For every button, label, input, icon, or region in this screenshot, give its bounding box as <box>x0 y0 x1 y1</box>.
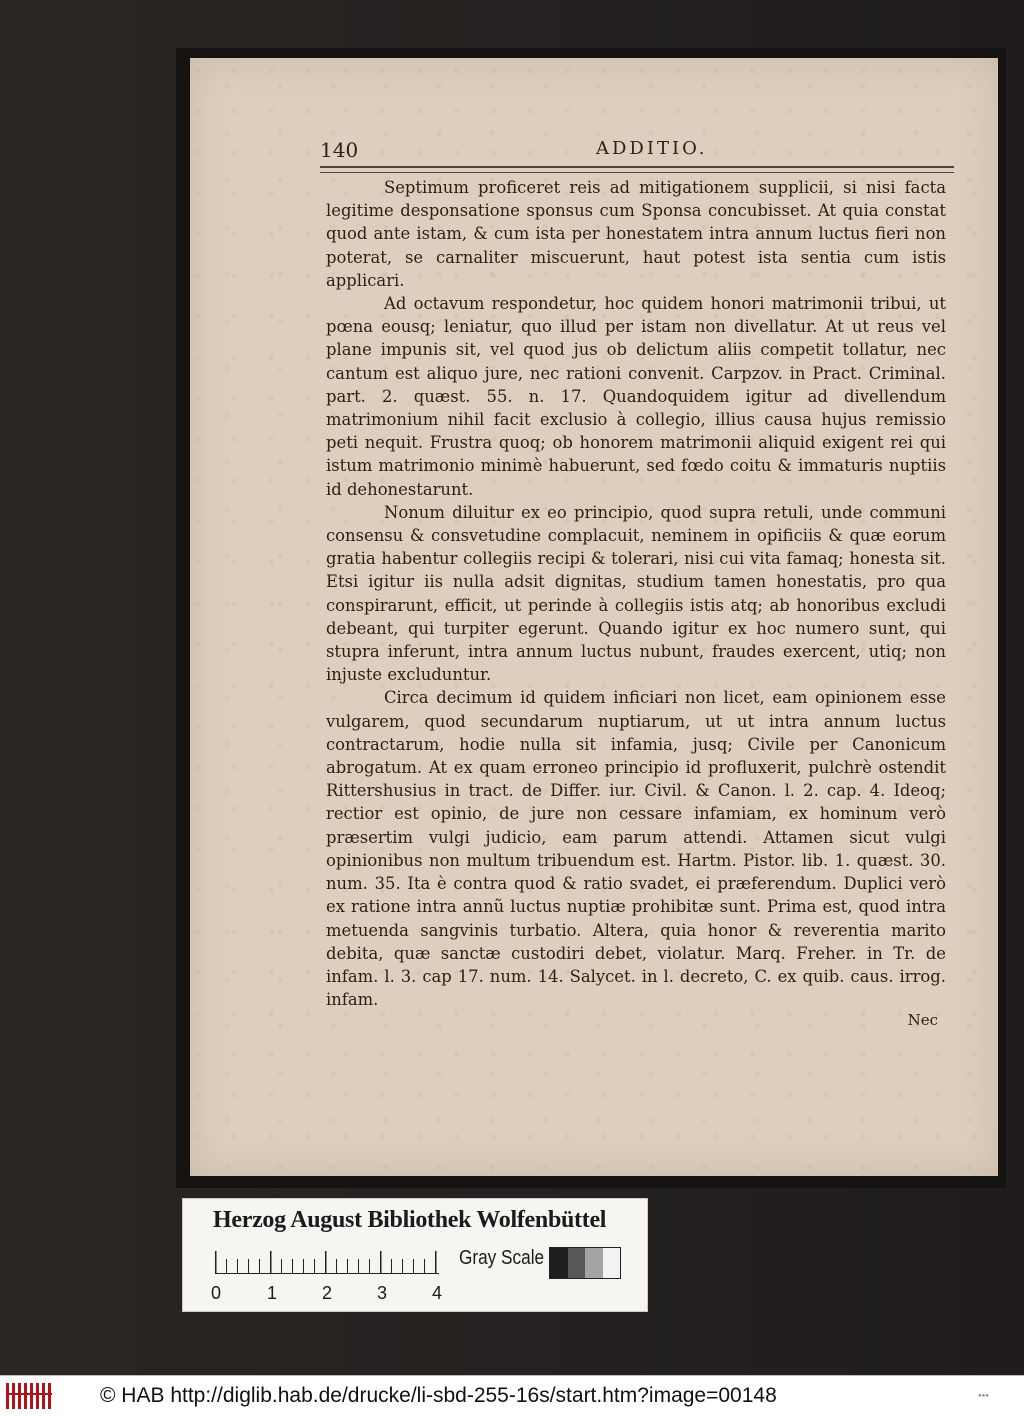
ruler-label: 3 <box>377 1283 388 1303</box>
ruler-label: 0 <box>211 1283 222 1303</box>
color-calibration-card <box>182 1198 648 1312</box>
head-rule <box>320 166 954 173</box>
text-block <box>326 176 946 1011</box>
swatch-dark-gray <box>568 1248 586 1278</box>
ruler-major-ticks <box>215 1251 439 1273</box>
ruler-label: 2 <box>322 1283 333 1303</box>
ruler-numbers <box>211 1283 471 1305</box>
page-number: 140 <box>320 138 359 162</box>
swatch-light-gray <box>585 1248 603 1278</box>
gray-scale-label: Gray Scale <box>459 1247 545 1269</box>
paragraph: Circa decimum id quidem inficiari non licet, eam opinionem esse vulgarem, quod secundarum nuptiarum, ut ut intra annum luctus contractarum, hodie nulla sit infamia, jusq; Civile per Canonicum abrogatum. At ex quam erroneo principio id profluxerit, pulchrè ostendit Rittershusius in tract. de Differ. iur. Civil. & Canon. l. 2. cap. 4. Ideoq; rectior est opinio, de jure non cessare infamiam, ex hominum verò præsertim vulgi judicio, eam parum attendi. Attamen sicut vulgi opinionibus non multum tribuendum est. Hartm. Pistor. lib. 1. quæst. 30. num. 35. Ita è contra quod & ratio svadet, ei præferendum. Duplici verò ex ratione intra annũ luctus nuptiæ prohibitæ sunt. Prima est, quod intra metuenda sangvinis turbatio. Altera, quia honor & reverentia marito debita, quæ sanctæ custodiri debet, violatur. Marq. Freher. in Tr. de infam. l. 3. cap 17. num. 14. Salycet. in l. decreto, C. ex quib. caus. irrog. infam. <box>326 688 946 1010</box>
ruler-label: 4 <box>432 1283 443 1303</box>
ruler-label: 1 <box>267 1283 278 1303</box>
book-page <box>190 58 998 1176</box>
running-head-title: ADDITIO. <box>596 138 708 159</box>
paragraph: Nonum diluitur ex eo principio, quod supra retuli, unde communi consensu & consvetudine complacuit, neminem in opificiis & quæ eorum gratia habentur collegiis recipi & tolerari, nisi cui vita famaq; honesta sit. Etsi igitur iis nulla adsit dignitas, studium tamen honestatis, pro qua conspirarunt, efficit, ut perinde à collegiis istis atq; ab honoribus excludi debeant, qui turpiter egerunt. Quando igitur ex hoc numero sunt, qui stupra inferunt, intra annum luctus nubunt, fraudes exercent, utiq; non injuste excluduntur. <box>326 502 946 685</box>
footer-bar <box>0 1375 1024 1416</box>
gray-scale-swatches <box>549 1247 621 1279</box>
paragraph: Ad octavum respondetur, hoc quidem honori matrimonii tribui, ut pœna eousq; leniatur, quo illud per istam non divellatur. At ut reus vel plane impunis sit, vel quod jus ob delictum aliis competit tollatur, nec cantum est aliquo jure, nec rationi convenit. Carpzov. in Pract. Criminal. part. 2. quæst. 55. n. 17. Quandoquidem igitur ad divellendum matrimonium nihil facit exclusio à collegio, illius causa hujus remissio peti nequit. Frustra quoq; ob honorem matrimonii aliquid exigent rei qui istum matrimonio minimè habuerunt, sed fœdo coitu & immaturis nuptiis id dehonestarunt. <box>326 294 946 499</box>
paragraph: Septimum proficeret reis ad mitigationem supplicii, si nisi facta legitime desponsatione sponsus cum Sponsa concubisset. At quia constat quod ante istam, & cum ista per honestatem intra annum luctus fieri non poterat, se carnaliter miscuerunt, haut potest ista sentia cum istis applicari. <box>326 178 946 290</box>
swatch-black <box>550 1248 568 1278</box>
badge-icon: ▪▪▪ <box>978 1392 989 1399</box>
hab-logo-icon <box>6 1383 52 1409</box>
swatch-white <box>603 1248 621 1278</box>
running-head <box>320 138 960 168</box>
copyright-url[interactable]: © HAB http://diglib.hab.de/drucke/li-sbd-255-16s/start.htm?image=00148 <box>100 1384 777 1407</box>
catchword: Nec <box>907 1011 938 1029</box>
library-name: Herzog August Bibliothek Wolfenbüttel <box>213 1207 607 1233</box>
